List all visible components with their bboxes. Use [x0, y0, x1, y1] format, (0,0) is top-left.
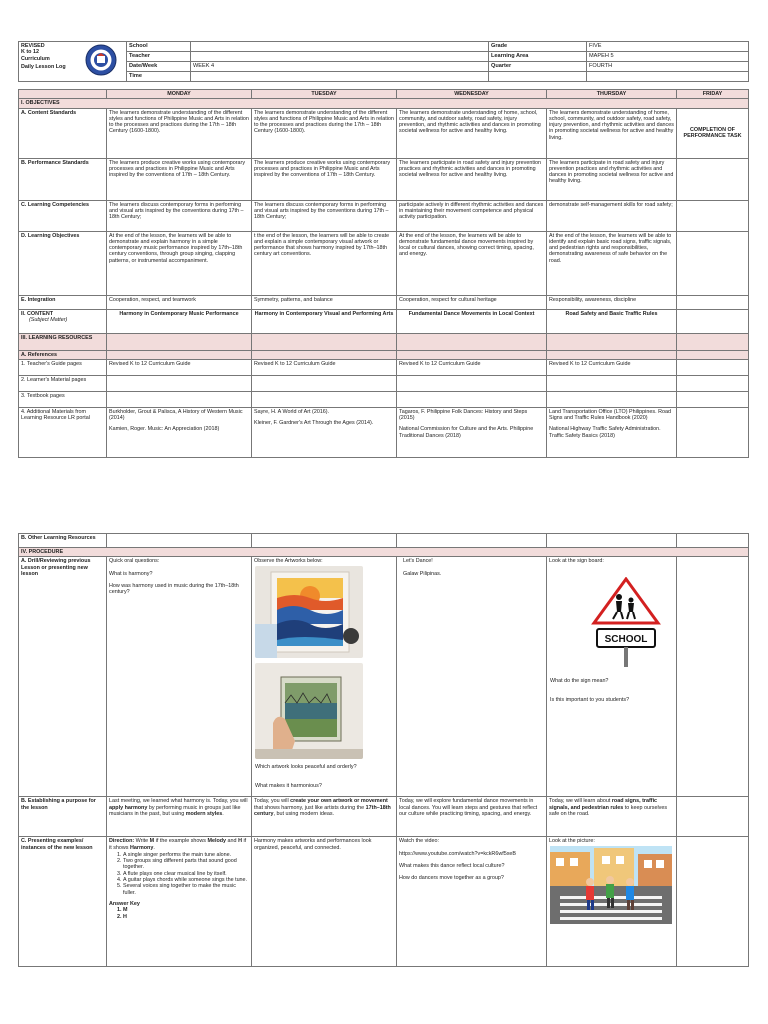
drill-wed-1: Let's Dance! — [403, 558, 433, 565]
competencies-label: C. Learning Competencies — [19, 200, 107, 231]
performance-thu: The learners participate in road safety and injury prevention practices and rhythmic activities and dances in promoting societal wellness for active and healthy living. — [547, 158, 677, 200]
add-wed-2: National Commission for Culture and the Arts. Philippine Traditional Dances (2018) — [399, 426, 534, 439]
competencies-mon: The learners discuss contemporary forms in performing and visual arts inspired by the conventions during 17th – 18th Century; — [107, 200, 252, 231]
drill-thu-q2: Is this important to you students? — [550, 697, 630, 704]
topic-tue: Harmony in Contemporary Visual and Performing Arts — [252, 309, 397, 333]
content-standards-wed: The learners demonstrate understanding of home, school, community, and outdoor safety, road safety, injury prevention, and rhythmic activities and dances in promoting societal wellness for active and healthy living. — [397, 108, 547, 158]
procedure-table — [18, 533, 749, 967]
dir-g: H — [238, 838, 242, 845]
add-mon-1: Burkholder, Grout & Palisca, A History of Western Music (2014) — [109, 408, 243, 422]
present-wed — [397, 837, 547, 967]
competencies-thu: demonstrate self-management skills for road safety; — [547, 200, 677, 231]
pedestrian-crossing-image — [550, 846, 672, 924]
tb-label: 3. Textbook pages — [19, 391, 107, 407]
tg-wed: Revised K to 12 Curriculum Guide — [397, 359, 547, 375]
time-label: Time — [127, 72, 191, 82]
day-monday: MONDAY — [107, 90, 252, 99]
drill-tue-top: Observe the Artworks below: — [254, 558, 323, 565]
competencies-tue: The learners discuss contemporary forms in performing and visual arts inspired by the conventions during 17th – 18th Century; — [252, 200, 397, 231]
topic-mon: Harmony in Contemporary Music Performance — [107, 309, 252, 333]
content-standards-tue: The learners demonstrate understanding of the different styles and functions of Philippine Music and Arts in relation to the processes and practices during the 17th – 18th Century (1600-1800). — [252, 108, 397, 158]
drill-wed — [397, 557, 547, 797]
resources-label: III. LEARNING RESOURCES — [19, 333, 107, 350]
integration-mon: Cooperation, respect, and teamwork — [107, 295, 252, 309]
dateweek-value: WEEK 4 — [191, 62, 489, 72]
purpose-thu — [547, 797, 677, 837]
drill-thu-top: Look at the sign board: — [549, 558, 604, 565]
add-wed — [397, 407, 547, 457]
drill-thu-q1: What do the sign mean? — [550, 678, 609, 685]
lobj-wed: At the end of the lesson, the learners will be able to demonstrate fundamental dance movements inspired by local or cultural dances, showing correct timing, spacing, and energy. — [397, 231, 547, 295]
tg-thu: Revised K to 12 Curriculum Guide — [547, 359, 677, 375]
dir-a: Direction: — [109, 838, 136, 845]
lobj-tue: t the end of the lesson, the learners will be able to create and explain a simple contemporary visual artwork or performance that shows harmony inspired by 17th–18th century art conventions. — [252, 231, 397, 295]
present-wed-1: Watch the video: — [399, 838, 439, 845]
answer-key-2: 2. H — [123, 914, 249, 920]
quarter-label: Quarter — [489, 62, 587, 72]
school-label: School — [127, 42, 191, 52]
answer-key-label: Answer Key — [109, 900, 140, 907]
other-resources-label: B. Other Learning Resources — [19, 534, 107, 548]
lm-label: 2. Learner's Material pages — [19, 375, 107, 391]
area-value: MAPEH 5 — [587, 52, 749, 62]
dir-j: . — [153, 844, 155, 851]
references-label: A. References — [19, 350, 107, 359]
quarter-value: FOURTH — [587, 62, 749, 72]
purpose-mon — [107, 797, 252, 837]
purpose-label: B. Establishing a purpose for the lesson — [19, 797, 107, 837]
add-thu-1: Land Transportation Office (LTO) Philippines. Road Signs and Traffic Rules Handbook (2020) — [549, 408, 671, 422]
present-wed-3: What makes this dance reflect local culture? — [399, 862, 505, 869]
page-1 — [18, 41, 748, 471]
header-title-cell — [19, 42, 127, 82]
objectives-heading: I. OBJECTIVES — [19, 99, 749, 108]
add-thu — [547, 407, 677, 457]
school-value — [191, 42, 489, 52]
content-standards-label: A. Content Standards — [19, 108, 107, 158]
dir-b: Write — [135, 838, 150, 845]
purpose-mon-c: by performing music in groups just like musicians in the past, but using — [109, 804, 241, 817]
performance-wed: The learners participate in road safety and injury prevention practices and rhythmic activities and dances in promoting societal wellness for active and healthy living. — [397, 158, 547, 200]
performance-mon: The learners produce creative works using contemporary processes and practices in Philippine Music and Arts inspired by the conventions of 17th – 18th Century. — [107, 158, 252, 200]
dateweek-label: Date/Week — [127, 62, 191, 72]
add-tue-1: Sayre, H. A World of Art (2016). — [254, 408, 330, 415]
teacher-value — [191, 52, 489, 62]
drill-mon-1: Quick oral questions: — [109, 558, 160, 565]
present-label: C. Presenting examples/ instances of the new lesson — [19, 837, 107, 967]
purpose-wed: Today, we will explore fundamental dance movements in local dances. You will learn steps and gestures that reflect our culture while practicing timing, spacing, and energy. — [397, 797, 547, 837]
drill-wed-2: Galaw Pilipinas. — [403, 570, 442, 577]
present-tue: Harmony makes artworks and performances look organized, peaceful, and connected. — [252, 837, 397, 967]
drill-label: A. Drill/Reviewing previous Lesson or presenting new lesson — [19, 557, 107, 797]
purpose-thu-b: road signs, traffic signals, and pedestrian rules — [549, 798, 658, 811]
present-thu — [547, 837, 677, 967]
add-tue — [252, 407, 397, 457]
drill-tue-q2: What makes it harmonious? — [255, 783, 322, 790]
purpose-mon-b: apply harmony — [109, 804, 148, 811]
day-friday: FRIDAY — [677, 90, 749, 99]
present-wed-4: How do dancers move together as a group? — [399, 875, 504, 882]
present-item-4: 4. A guitar plays chords while someone sings the tune. — [123, 877, 249, 883]
tg-label: 1. Teacher's Guide pages — [19, 359, 107, 375]
content-label: II. CONTENT — [21, 310, 54, 317]
drill-mon-2: What is harmony? — [109, 570, 153, 577]
day-tuesday: TUESDAY — [252, 90, 397, 99]
topic-wed: Fundamental Dance Movements in Local Context — [397, 309, 547, 333]
time-value — [191, 72, 489, 82]
purpose-thu-c: to keep ourselves safe on the road. — [549, 804, 668, 817]
add-wed-1: Tagaros, F. Philippine Folk Dances: History and Steps (2015) — [399, 408, 528, 422]
integration-label: E. Integration — [19, 295, 107, 309]
school-crossing-sign — [591, 577, 661, 667]
lesson-table — [18, 89, 749, 458]
purpose-mon-a: Last meeting, we learned what harmony is. Today, you will — [109, 798, 248, 805]
purpose-tue-b: create your own artwork or movement — [290, 798, 388, 805]
integration-tue: Symmetry, patterns, and balance — [252, 295, 397, 309]
dir-f: and — [226, 838, 239, 845]
present-thu-1: Look at the picture: — [549, 838, 595, 845]
area-label: Learning Area — [489, 52, 587, 62]
present-mon — [107, 837, 252, 967]
present-item-5: 5. Several voices sing together to make the music fuller. — [123, 883, 249, 896]
tg-tue: Revised K to 12 Curriculum Guide — [252, 359, 397, 375]
grade-value: FIVE — [587, 42, 749, 52]
content-standards-thu: The learners demonstrate understanding of home, school, community, and outdoor safety, road safety, injury prevention, and rhythmic activities and dances in promoting societal wellness for active and healthy living. — [547, 108, 677, 158]
teacher-label: Teacher — [127, 52, 191, 62]
add-label: 4. Additional Materials from Learning Resource LR portal — [19, 407, 107, 457]
integration-thu: Responsibility, awareness, discipline — [547, 295, 677, 309]
purpose-mon-e: . — [222, 810, 224, 817]
lobj-thu: At the end of the lesson, the learners will be able to identify and explain basic road signs, traffic signals, and pedestrian rights and responsibilities, demonstrating awareness of safe behavior on the road. — [547, 231, 677, 295]
drill-tue — [252, 557, 397, 797]
friday-task: COMPLETION OF PERFORMANCE TASK — [677, 108, 749, 158]
procedure-heading: IV. PROCEDURE — [19, 548, 749, 557]
log-title: Daily Lesson Log — [21, 64, 66, 71]
dir-i: Harmony — [129, 844, 154, 851]
title-line-1: REVISED — [21, 43, 45, 49]
performance-standards-label: B. Performance Standards — [19, 158, 107, 200]
title-line-3: Curriculum — [21, 55, 50, 62]
present-item-3: 3. A flute plays one clear musical line by itself. — [123, 871, 249, 877]
drill-tue-q1: Which artwork looks peaceful and orderly? — [255, 764, 357, 771]
drill-mon-3: How was harmony used in music during the 17th–18th century? — [109, 582, 239, 596]
grade-label: Grade — [489, 42, 587, 52]
deped-seal-logo — [85, 44, 117, 76]
answer-key-1: 1. M — [123, 907, 249, 913]
purpose-tue — [252, 797, 397, 837]
dir-h: if it shows — [109, 838, 247, 851]
add-mon-2: Kamien, Roger. Music: An Appreciation (2018) — [109, 426, 220, 433]
day-thursday: THURSDAY — [547, 90, 677, 99]
artwork-sunset-image — [255, 566, 363, 658]
add-thu-2: National Highway Traffic Safety Administration. Traffic Safety Basics (2018) — [549, 426, 661, 439]
purpose-tue-a: Today, you will — [254, 798, 291, 805]
dir-c: M — [149, 838, 155, 845]
present-item-2: 2. Two groups sing different parts that sound good together. — [123, 858, 249, 871]
add-mon — [107, 407, 252, 457]
header-table — [18, 41, 749, 82]
learning-objectives-label: D. Learning Objectives — [19, 231, 107, 295]
add-tue-2: Kleiner, F. Gardner's Art Through the Ages (2014). — [254, 420, 374, 427]
purpose-thu-a: Today, we will learn about — [549, 798, 612, 805]
purpose-tue-d: 17th–18th century — [254, 804, 391, 817]
content-sub: (Subject Matter) — [29, 316, 68, 323]
purpose-tue-e: , but using modern ideas. — [273, 810, 335, 817]
title-line-2: K to 12 — [21, 49, 39, 56]
video-link[interactable]: https://www.youtube.com/watch?v=kckR6wf5xeB — [399, 850, 516, 857]
purpose-tue-c: that shows harmony, just like artists during the — [254, 804, 366, 811]
drill-thu — [547, 557, 677, 797]
performance-tue: The learners produce creative works using contemporary processes and practices in Philippine Music and Arts inspired by the conventions of 17th – 18th Century. — [252, 158, 397, 200]
page-2 — [18, 533, 748, 973]
purpose-mon-d: modern styles — [185, 810, 223, 817]
dir-e: Melody — [207, 838, 227, 845]
content-label-cell — [19, 309, 107, 333]
competencies-wed: participate actively in different rhythmic activities and dances in maintaining their movement competence and physical activity participation. — [397, 200, 547, 231]
lobj-mon: At the end of the lesson, the learners will be able to demonstrate and explain harmony in a simple contemporary music performance inspired by 17th–18th century conventions, through group singing, clapping patterns, or instrumental accompaniment. — [107, 231, 252, 295]
drill-mon — [107, 557, 252, 797]
artwork-cityscape-image — [255, 663, 363, 759]
integration-wed: Cooperation, respect for cultural heritage — [397, 295, 547, 309]
dir-d: if the example shows — [154, 838, 208, 845]
content-standards-mon: The learners demonstrate understanding of the different styles and functions of Philippine Music and Arts in relation to the processes and practices during the 17th – 18th Century (1600-1800). — [107, 108, 252, 158]
tg-mon: Revised K to 12 Curriculum Guide — [107, 359, 252, 375]
present-item-1: 1. A single singer performs the main tune alone. — [123, 852, 249, 858]
topic-thu: Road Safety and Basic Traffic Rules — [547, 309, 677, 333]
day-wednesday: WEDNESDAY — [397, 90, 547, 99]
sign-text: SCHOOL — [604, 634, 648, 646]
